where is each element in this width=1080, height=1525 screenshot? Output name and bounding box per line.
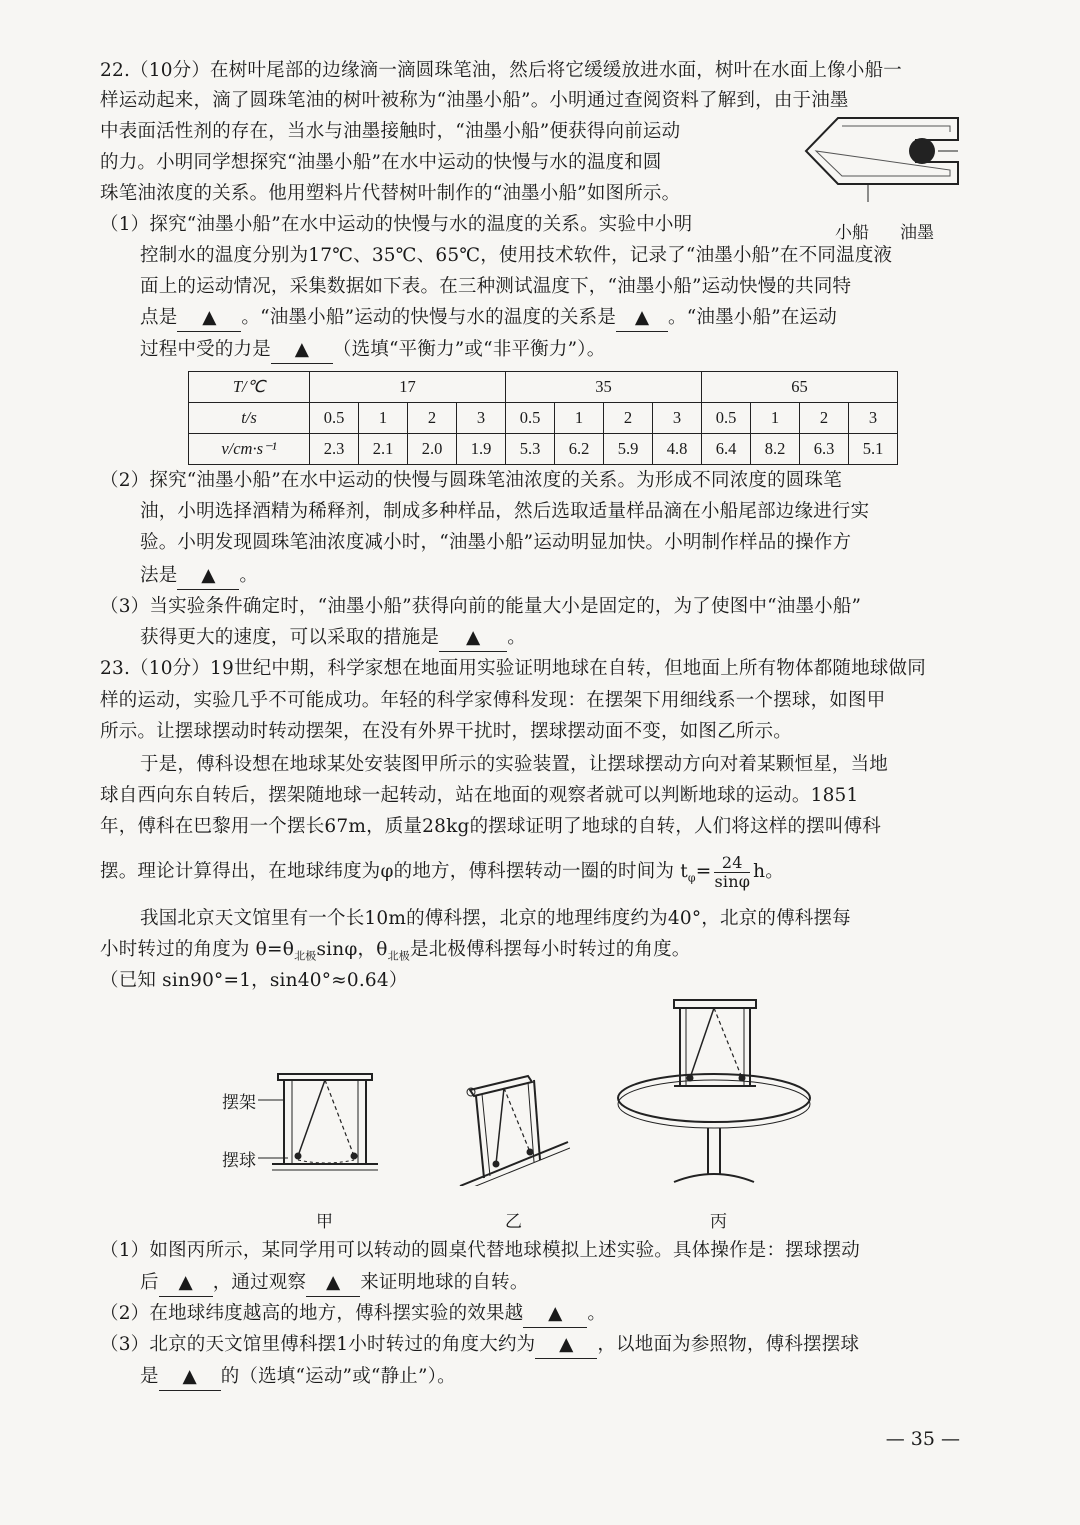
answer-blank[interactable]: ▲ bbox=[159, 1364, 221, 1391]
ink-label: 油墨 bbox=[900, 223, 934, 243]
q23-part3-line2: 是 ▲ 的（选填“运动”或“静止”）。 bbox=[140, 1364, 456, 1391]
q22-part2-line3: 验。小明发现圆珠笔油浓度减小时，“油墨小船”运动明显加快。小明制作样品的操作方 bbox=[140, 532, 852, 553]
answer-blank[interactable]: ▲ bbox=[177, 305, 241, 332]
speed-cell: 5.1 bbox=[849, 434, 898, 465]
time-cell: 0.5 bbox=[310, 403, 359, 434]
answer-blank[interactable]: ▲ bbox=[306, 1270, 360, 1297]
temp-cell: 35 bbox=[506, 372, 702, 403]
speed-cell: 2.0 bbox=[408, 434, 457, 465]
speed-cell: 5.9 bbox=[604, 434, 653, 465]
q22-line3: 中表面活性剂的存在，当水与油墨接触时，“油墨小船”便获得向前运动 bbox=[100, 121, 681, 142]
page-number: — 35 — bbox=[885, 1428, 960, 1450]
time-cell: 3 bbox=[849, 403, 898, 434]
time-cell: 2 bbox=[800, 403, 849, 434]
time-cell: 2 bbox=[604, 403, 653, 434]
q22-part1-line2: 控制水的温度分别为17℃、35℃、65℃，使用技术软件，记录了“油墨小船”在不同温度液 bbox=[140, 245, 893, 266]
table-row-temperature bbox=[189, 372, 898, 403]
temp-cell: 65 bbox=[702, 372, 898, 403]
q22-line4: 的力。小明同学想探究“油墨小船”在水中运动的快慢与水的温度和圆 bbox=[100, 152, 662, 173]
time-cell: 0.5 bbox=[506, 403, 555, 434]
q22-line2: 样运动起来，滴了圆珠笔油的树叶被称为“油墨小船”。小明通过查阅资料了解到，由于油墨 bbox=[100, 90, 849, 111]
q23-line10: （已知 sin90°=1，sin40°≈0.64） bbox=[100, 970, 408, 991]
q23-line4: 于是，傅科设想在地球某处安装图甲所示的实验装置，让摆球摆动方向对着某颗恒星，当地 bbox=[140, 754, 889, 775]
label-frame: 摆架 bbox=[222, 1093, 256, 1113]
time-cell: 3 bbox=[653, 403, 702, 434]
answer-blank[interactable]: ▲ bbox=[159, 1270, 213, 1297]
q23-part3-line1: （3）北京的天文馆里傅科摆1小时转过的角度大约为 ▲ ，以地面为参照物，傅科摆摆球 bbox=[100, 1332, 859, 1359]
time-cell: 0.5 bbox=[702, 403, 751, 434]
time-cell: 1 bbox=[751, 403, 800, 434]
q22-part1-line1: （1）探究“油墨小船”在水中运动的快慢与水的温度的关系。实验中小明 bbox=[100, 214, 693, 235]
q22-part1-line3: 面上的运动情况，采集数据如下表。在三种测试温度下，“油墨小船”运动快慢的共同特 bbox=[140, 276, 852, 297]
answer-blank[interactable]: ▲ bbox=[616, 305, 668, 332]
speed-cell: 6.4 bbox=[702, 434, 751, 465]
row-label-T: T/℃ bbox=[189, 372, 310, 403]
answer-blank[interactable]: ▲ bbox=[535, 1332, 597, 1359]
q23-line8: 我国北京天文馆里有一个长10m的傅科摆，北京的地理纬度约为40°，北京的傅科摆每 bbox=[140, 908, 851, 929]
row-label-v: v/cm·s⁻¹ bbox=[189, 434, 310, 465]
speed-cell: 6.2 bbox=[555, 434, 604, 465]
answer-blank[interactable]: ▲ bbox=[271, 337, 333, 364]
q23-line2: 样的运动，实验几乎不可能成功。年轻的科学家傅科发现：在摆架下用细线系一个摆球，如图甲 bbox=[100, 690, 886, 711]
table-row-time bbox=[189, 403, 898, 434]
temperature-data-table bbox=[188, 371, 898, 465]
table-row-speed bbox=[189, 434, 898, 465]
time-cell: 1 bbox=[359, 403, 408, 434]
q22-part2-line4: 法是 ▲ 。 bbox=[140, 563, 258, 590]
pendulum-figure-bing bbox=[614, 996, 814, 1186]
label-ball: 摆球 bbox=[222, 1151, 256, 1171]
answer-blank[interactable]: ▲ bbox=[523, 1301, 587, 1328]
speed-cell: 8.2 bbox=[751, 434, 800, 465]
row-label-t: t/s bbox=[189, 403, 310, 434]
temp-cell: 17 bbox=[310, 372, 506, 403]
boat-label: 小船 bbox=[835, 223, 869, 243]
label-bing: 丙 bbox=[710, 1212, 727, 1232]
speed-cell: 1.9 bbox=[457, 434, 506, 465]
time-cell: 1 bbox=[555, 403, 604, 434]
q22-part1-line5: 过程中受的力是 ▲ （选填“平衡力”或“非平衡力”）。 bbox=[140, 337, 605, 364]
q23-part1-line1: （1）如图丙所示，某同学用可以转动的圆桌代替地球模拟上述实验。具体操作是：摆球摆动 bbox=[100, 1240, 860, 1261]
ink-drop bbox=[909, 138, 935, 164]
leader-lines bbox=[258, 1096, 288, 1166]
speed-cell: 2.1 bbox=[359, 434, 408, 465]
q23-part1-line2: 后 ▲ ，通过观察 ▲ 来证明地球的自转。 bbox=[140, 1270, 529, 1297]
time-cell: 2 bbox=[408, 403, 457, 434]
speed-cell: 4.8 bbox=[653, 434, 702, 465]
ink-boat-figure bbox=[798, 112, 968, 202]
q22-part2-line2: 油，小明选择酒精为稀释剂，制成多种样品，然后选取适量样品滴在小船尾部边缘进行实 bbox=[140, 501, 870, 522]
q22-part2-line1: （2）探究“油墨小船”在水中运动的快慢与圆珠笔油浓度的关系。为形成不同浓度的圆珠笔 bbox=[100, 470, 842, 491]
answer-blank[interactable]: ▲ bbox=[177, 563, 239, 590]
period-formula: $\frac{24}{\sin\varphi}$ bbox=[714, 852, 751, 891]
q23-part2: （2）在地球纬度越高的地方，傅科摆实验的效果越 ▲ 。 bbox=[100, 1301, 606, 1328]
speed-cell: 6.3 bbox=[800, 434, 849, 465]
speed-cell: 2.3 bbox=[310, 434, 359, 465]
q22-part3-line1: （3）当实验条件确定时，“油墨小船”获得向前的能量大小是固定的，为了使图中“油墨小船” bbox=[100, 596, 862, 617]
q22-line5: 珠笔油浓度的关系。他用塑料片代替树叶制作的“油墨小船”如图所示。 bbox=[100, 183, 681, 204]
q22-line1: 22.（10分）在树叶尾部的边缘滴一滴圆珠笔油，然后将它缓缓放进水面，树叶在水面上像小船一 bbox=[100, 60, 902, 81]
q23-line7: 摆。理论计算得出，在地球纬度为φ的地方，傅科摆转动一圈的时间为 $t_\varphi=$ $\frac{24}{\sin\varphi}$ h。 bbox=[100, 852, 784, 891]
speed-cell: 5.3 bbox=[506, 434, 555, 465]
q23-line6: 年，傅科在巴黎用一个摆长67m，质量28kg的摆球证明了地球的自转，人们将这样的摆叫傅科 bbox=[100, 816, 881, 837]
label-jia: 甲 bbox=[316, 1212, 333, 1232]
answer-blank[interactable]: ▲ bbox=[439, 625, 507, 652]
label-yi: 乙 bbox=[505, 1212, 522, 1232]
q23-line1: 23.（10分）19世纪中期，科学家想在地面用实验证明地球在自转，但地面上所有物体都随地球做同 bbox=[100, 658, 926, 679]
q22-part1-line4: 点是 ▲ 。“油墨小船”运动的快慢与水的温度的关系是 ▲ 。“油墨小船”在运动 bbox=[140, 305, 837, 332]
q23-line9: 小时转过的角度为 $\theta=\theta_{北极}\sin\varphi$，$\theta_{北极}$是北极傅科摆每小时转过的角度。 bbox=[100, 939, 691, 963]
q23-line3: 所示。让摆球摆动时转动摆架，在没有外界干扰时，摆球摆动面不变，如图乙所示。 bbox=[100, 721, 792, 742]
q22-part3-line2: 获得更大的速度，可以采取的措施是 ▲ 。 bbox=[140, 625, 526, 652]
pendulum-figure-yi bbox=[440, 1066, 570, 1186]
time-cell: 3 bbox=[457, 403, 506, 434]
q23-line5: 球自西向东自转后，摆架随地球一起转动，站在地面的观察者就可以判断地球的运动。1851 bbox=[100, 785, 859, 806]
